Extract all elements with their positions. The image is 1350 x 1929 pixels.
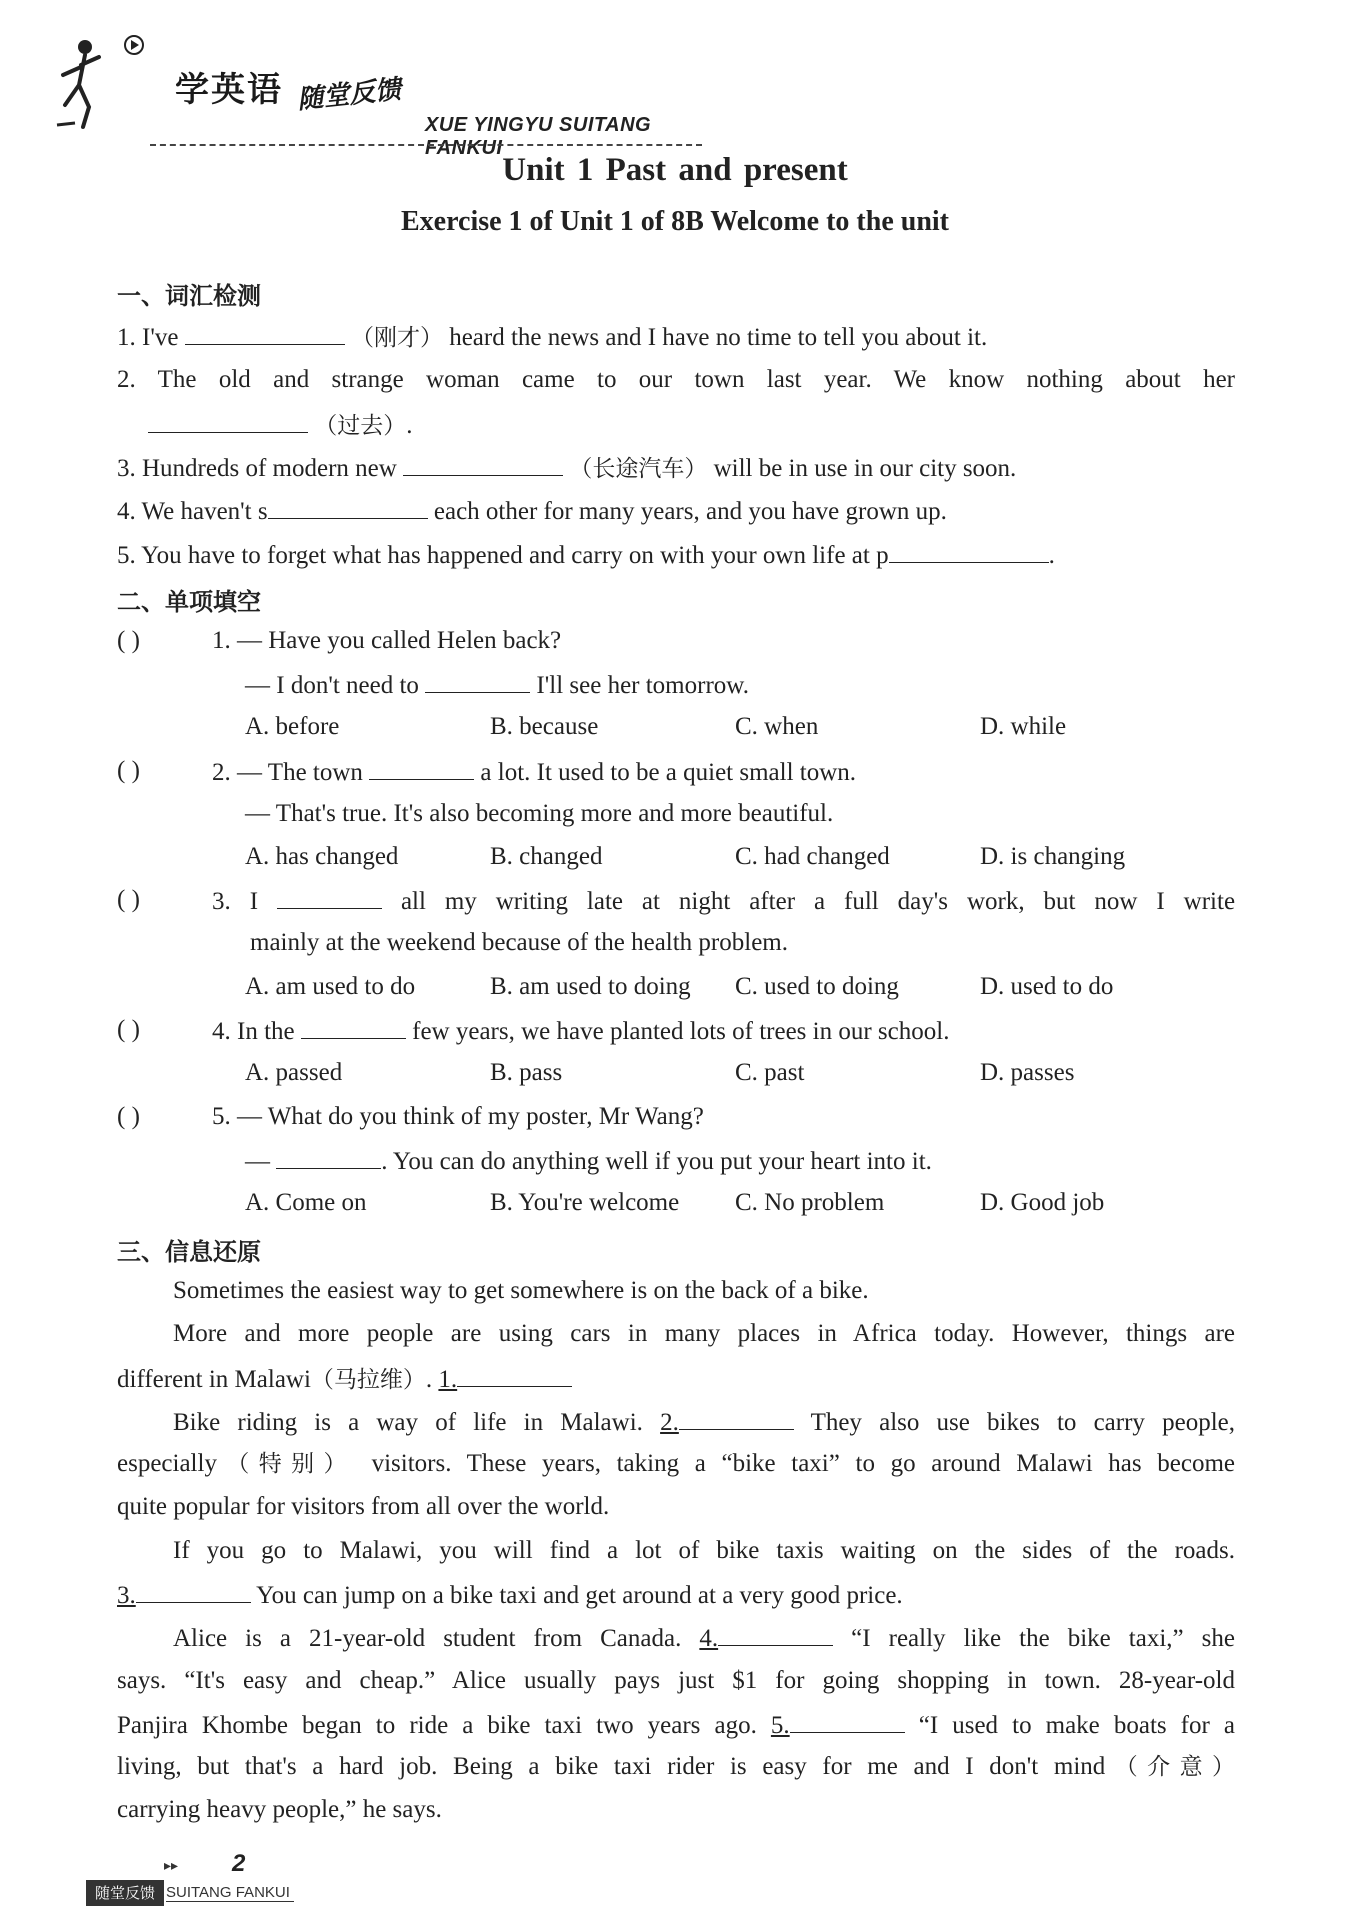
reading-blank2[interactable] bbox=[679, 1405, 794, 1430]
mc-q2-stem-b: a lot. It used to be a quiet small town. bbox=[480, 759, 857, 786]
vocab-q2-line2 bbox=[148, 408, 413, 442]
mc-q5-stem: 5. — What do you think of my poster, Mr Wang? bbox=[212, 1103, 704, 1130]
mc-q1-stem: 1. — Have you called Helen back? bbox=[212, 627, 562, 654]
mc-q3-opt-d: D. used to do bbox=[980, 973, 1114, 1000]
mc-q3-stem-a: 3. I bbox=[212, 888, 259, 915]
reading-p1: Sometimes the easiest way to get somewhere is on the back of a bike. bbox=[173, 1277, 869, 1304]
reading-blank4[interactable] bbox=[718, 1621, 833, 1646]
mc-q5-blank[interactable] bbox=[276, 1144, 381, 1169]
reading-p5-line4 bbox=[117, 1751, 1235, 1783]
header-pinyin: XUE YINGYU SUITANG FANKUI bbox=[425, 114, 652, 159]
vocab-q3 bbox=[117, 451, 1016, 485]
reading-p5-text-b: “I really like the bike taxi,” she bbox=[851, 1625, 1236, 1652]
mc-q2-line2: — That's true. It's also becoming more and more beautiful. bbox=[245, 800, 834, 827]
reading-p5-text-d: “I used to make boats for a bbox=[918, 1712, 1235, 1739]
mc-q2-paren[interactable]: ( ) bbox=[117, 757, 140, 784]
mc-q3-opt-b: B. am used to doing bbox=[490, 973, 691, 1000]
unit-title: Unit 1 Past and present bbox=[502, 152, 848, 188]
mc-q2-stem bbox=[212, 755, 856, 789]
vocab-q2-hint: （过去） bbox=[314, 413, 407, 439]
mc-q5-opt-d: D. Good job bbox=[980, 1189, 1105, 1216]
header-title-cn: 学英语 bbox=[175, 70, 283, 110]
vocab-q5-start: 5. You have to forget what has happened and carry on with your own life at p bbox=[117, 542, 889, 569]
mc-q3-blank[interactable] bbox=[277, 884, 382, 909]
vocab-q4-blank[interactable] bbox=[268, 494, 428, 519]
mc-q4-blank[interactable] bbox=[301, 1014, 406, 1039]
vocab-q1-start: 1. I've bbox=[117, 324, 179, 351]
reading-p5-hint: （介意） bbox=[1105, 1754, 1235, 1780]
play-icon bbox=[123, 34, 145, 56]
mc-q5-line2-b: . You can do anything well if you put your heart into it. bbox=[381, 1148, 932, 1175]
mc-q2-opt-a: A. has changed bbox=[245, 843, 399, 870]
mc-q4-stem-a: 4. In the bbox=[212, 1018, 295, 1045]
mc-q4-paren[interactable]: ( ) bbox=[117, 1016, 140, 1043]
reading-p3-line2 bbox=[117, 1448, 1235, 1480]
mc-q1-opt-b: B. because bbox=[490, 713, 599, 740]
reading-p3-hint: （特别） bbox=[216, 1451, 356, 1477]
mc-q4-stem bbox=[212, 1014, 949, 1048]
mc-q4-opt-c: C. past bbox=[735, 1059, 805, 1086]
vocab-q1 bbox=[117, 320, 987, 354]
vocab-q4 bbox=[117, 494, 947, 528]
mc-q2-blank[interactable] bbox=[369, 755, 474, 780]
reading-p4-text: You can jump on a bike taxi and get around at a very good price. bbox=[256, 1582, 903, 1609]
reading-p2-end: . bbox=[425, 1366, 433, 1393]
mc-q2-stem-a: 2. — The town bbox=[212, 759, 363, 786]
mc-q1-blank[interactable] bbox=[425, 668, 530, 693]
header-subtitle-cn: 随堂反馈 bbox=[295, 74, 403, 116]
vocab-q1-blank[interactable] bbox=[185, 320, 345, 345]
vocab-q5 bbox=[117, 538, 1055, 572]
reading-blank4-label: 4. bbox=[699, 1625, 719, 1652]
mc-q4-stem-b: few years, we have planted lots of trees in our school. bbox=[412, 1018, 950, 1045]
page-arrow-icon: ▸▸ bbox=[164, 1859, 179, 1874]
page-number: 2 bbox=[232, 1850, 246, 1877]
mc-q4-opt-a: A. passed bbox=[245, 1059, 343, 1086]
reading-p2-text: different in Malawi bbox=[117, 1366, 311, 1393]
reading-p5-text-a: Alice is a 21-year-old student from Canada. bbox=[173, 1625, 682, 1652]
mc-q5-opt-c: C. No problem bbox=[735, 1189, 885, 1216]
vocab-q3-blank[interactable] bbox=[403, 451, 563, 476]
mc-q3-opt-c: C. used to doing bbox=[735, 973, 899, 1000]
reading-p5-line2: says. “It's easy and cheap.” Alice usually pays just $1 for going shopping in town. 28-year-old bbox=[117, 1667, 1235, 1694]
mc-q3-paren[interactable]: ( ) bbox=[117, 886, 140, 913]
reading-p3-especially: especially bbox=[117, 1450, 217, 1477]
vocab-q3-hint: （长途汽车） bbox=[569, 456, 708, 482]
mc-q5-line2-a: — bbox=[245, 1148, 270, 1175]
vocab-q1-rest: heard the news and I have no time to tell you about it. bbox=[449, 324, 988, 351]
reading-p4-line2 bbox=[117, 1578, 903, 1612]
reading-p5-line1 bbox=[173, 1621, 1235, 1655]
mc-q4-opt-b: B. pass bbox=[490, 1059, 563, 1086]
reading-blank1[interactable] bbox=[457, 1362, 572, 1387]
exercise-title: Exercise 1 of Unit 1 of 8B Welcome to the unit bbox=[400, 206, 949, 237]
mc-q5-opt-b: B. You're welcome bbox=[490, 1189, 680, 1216]
mc-q1-opt-a: A. before bbox=[245, 713, 340, 740]
reading-p2-line1: More and more people are using cars in many places in Africa today. However, things are bbox=[173, 1320, 1235, 1347]
vocab-q2-line1: 2. The old and strange woman came to our town last year. We know nothing about her bbox=[117, 366, 1235, 393]
mc-q5-line2 bbox=[245, 1144, 932, 1178]
vocab-q3-start: 3. Hundreds of modern new bbox=[117, 455, 397, 482]
reading-blank5[interactable] bbox=[790, 1708, 905, 1733]
footer-badge: 随堂反馈 bbox=[86, 1880, 164, 1906]
reading-blank1-label: 1. bbox=[438, 1366, 458, 1393]
mc-q5-opt-a: A. Come on bbox=[245, 1189, 367, 1216]
mc-q1-line2 bbox=[245, 668, 749, 702]
mc-q2-opt-c: C. had changed bbox=[735, 843, 890, 870]
vocab-q2-blank[interactable] bbox=[148, 408, 308, 433]
mc-q1-paren[interactable]: ( ) bbox=[117, 627, 140, 654]
mc-q2-opt-b: B. changed bbox=[490, 843, 603, 870]
reading-p3-line1 bbox=[173, 1405, 1235, 1439]
header-divider bbox=[150, 144, 702, 146]
vocab-q4-rest: each other for many years, and you have grown up. bbox=[433, 498, 947, 525]
reading-p5-line5: carrying heavy people,” he says. bbox=[117, 1796, 442, 1823]
runner-figure-icon bbox=[55, 35, 115, 130]
vocab-q5-blank[interactable] bbox=[889, 538, 1049, 563]
reading-blank2-label: 2. bbox=[660, 1409, 679, 1436]
mc-q4-opt-d: D. passes bbox=[980, 1059, 1075, 1086]
reading-blank5-label: 5. bbox=[770, 1712, 790, 1739]
section3-heading: 三、信息还原 bbox=[117, 1238, 261, 1266]
mc-q3-opt-a: A. am used to do bbox=[245, 973, 416, 1000]
mc-q2-opt-d: D. is changing bbox=[980, 843, 1126, 870]
footer-label: SUITANG FANKUI bbox=[166, 1884, 294, 1902]
reading-p4-line1: If you go to Malawi, you will find a lot of bike taxis waiting on the sides of the roads. bbox=[173, 1537, 1235, 1564]
reading-p3-text-a: Bike riding is a way of life in Malawi. bbox=[173, 1409, 643, 1436]
vocab-q4-start: 4. We haven't s bbox=[117, 498, 268, 525]
reading-blank3-label: 3. bbox=[117, 1582, 136, 1609]
reading-p5-line3 bbox=[117, 1708, 1235, 1742]
reading-blank3[interactable] bbox=[136, 1578, 251, 1603]
reading-p5-text-e: living, but that's a hard job. Being a bike taxi rider is easy for me and I don't mind bbox=[117, 1753, 1106, 1780]
reading-p2-line2 bbox=[117, 1362, 572, 1396]
mc-q3-stem bbox=[212, 884, 1235, 918]
mc-q5-paren[interactable]: ( ) bbox=[117, 1103, 140, 1130]
reading-p3-text-c: visitors. These years, taking a “bike taxi” to go around Malawi has become bbox=[371, 1450, 1236, 1477]
mc-q1-opt-c: C. when bbox=[735, 713, 819, 740]
mc-q1-line2-b: I'll see her tomorrow. bbox=[536, 672, 749, 699]
vocab-q3-rest: will be in use in our city soon. bbox=[713, 455, 1017, 482]
mc-q1-line2-a: — I don't need to bbox=[245, 672, 419, 699]
section2-heading: 二、单项填空 bbox=[117, 588, 261, 616]
section1-heading: 一、词汇检测 bbox=[117, 282, 261, 310]
header-banner bbox=[55, 30, 675, 159]
vocab-q2-end: . bbox=[406, 412, 413, 439]
mc-q3-line2: mainly at the weekend because of the health problem. bbox=[250, 929, 788, 956]
reading-p3-line3: quite popular for visitors from all over the world. bbox=[117, 1493, 610, 1520]
mc-q1-opt-d: D. while bbox=[980, 713, 1067, 740]
mc-q3-stem-b: all my writing late at night after a full day's work, but now I write bbox=[400, 888, 1236, 915]
reading-p2-hint: （马拉维） bbox=[310, 1367, 426, 1393]
reading-p5-text-c: Panjira Khombe began to ride a bike taxi two years ago. bbox=[117, 1712, 757, 1739]
reading-p3-text-b: They also use bikes to carry people, bbox=[810, 1409, 1235, 1436]
vocab-q5-end: . bbox=[1048, 542, 1055, 569]
vocab-q1-hint: （刚才） bbox=[350, 325, 443, 351]
